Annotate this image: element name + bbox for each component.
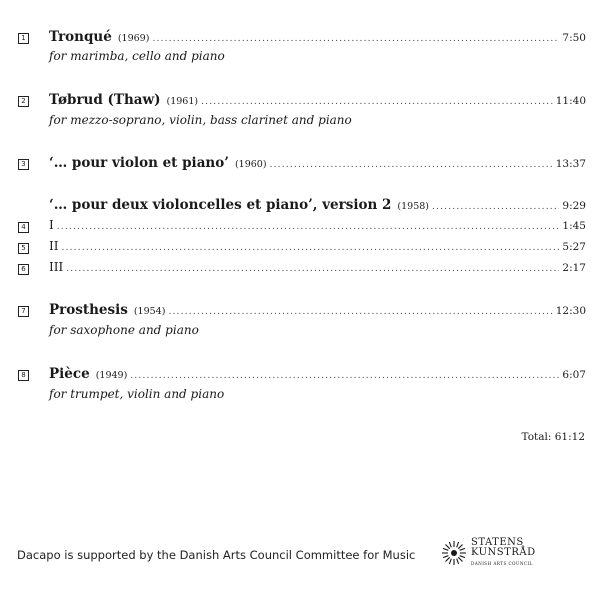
total-duration: Total: 61:12: [521, 431, 585, 443]
track-4: [18, 218, 586, 238]
track-title: ‘… pour violon et piano’: [49, 155, 229, 171]
track-7: [18, 302, 586, 322]
movement-title: II: [49, 239, 59, 253]
leader-dots: [201, 97, 553, 107]
track-title: Tronqué: [49, 29, 112, 45]
track-6: [18, 260, 586, 280]
track-duration: 1:45: [562, 220, 586, 232]
track-subtitle: for marimba, cello and piano: [49, 49, 225, 63]
track-year: (1949): [95, 370, 128, 381]
track-subtitle: for trumpet, violin and piano: [49, 387, 225, 401]
track-year: (1969): [117, 33, 150, 44]
track-number: 2: [18, 96, 29, 107]
track-duration: 11:40: [555, 95, 586, 107]
track-number: 4: [18, 222, 29, 233]
logo-text: [471, 538, 536, 569]
leader-dots: [168, 307, 552, 317]
track-number: 7: [18, 306, 29, 317]
logo-line-statens: STATENS: [471, 536, 524, 548]
track-duration: 6:07: [562, 369, 586, 381]
track-number: 5: [18, 243, 29, 254]
track-1: [18, 29, 586, 49]
leader-dots: [432, 202, 559, 212]
work-year: (1958): [397, 201, 429, 212]
leader-dots: [152, 34, 559, 44]
work-header: [18, 197, 586, 217]
track-3: [18, 155, 586, 175]
logo-line-kunstrad: KUNSTRÅD: [471, 546, 536, 558]
movement-title: III: [49, 260, 64, 274]
statens-kunstrad-logo: [440, 538, 550, 568]
track-number: 6: [18, 264, 29, 275]
sunburst-icon: [440, 539, 468, 567]
track-year: (1954): [133, 306, 166, 317]
movement-title: I: [49, 218, 54, 232]
leader-dots: [57, 222, 560, 232]
logo-line-council: DANISH ARTS COUNCIL: [471, 560, 533, 566]
track-duration: 12:30: [555, 305, 586, 317]
track-year: (1961): [166, 96, 199, 107]
track-title: Prosthesis: [49, 302, 128, 318]
track-duration: 13:37: [555, 158, 586, 170]
work-title: ‘… pour deux violoncelles et piano’, version 2: [49, 197, 392, 213]
track-duration: 5:27: [562, 241, 586, 253]
track-duration: 2:17: [562, 262, 586, 274]
support-text: Dacapo is supported by the Danish Arts Council Committee for Music: [17, 548, 416, 562]
track-5: [18, 239, 586, 259]
leader-dots: [61, 243, 559, 253]
track-title: Pièce: [49, 366, 90, 382]
track-number: 1: [18, 33, 29, 44]
track-number: 8: [18, 370, 29, 381]
leader-dots: [66, 264, 559, 274]
track-subtitle: for saxophone and piano: [49, 323, 199, 337]
track-8: [18, 366, 586, 386]
track-2: [18, 92, 586, 112]
track-year: (1960): [234, 159, 267, 170]
track-number: 3: [18, 159, 29, 170]
leader-dots: [130, 371, 559, 381]
work-duration: 9:29: [562, 200, 586, 212]
track-duration: 7:50: [562, 32, 586, 44]
leader-dots: [270, 160, 553, 170]
track-subtitle: for mezzo-soprano, violin, bass clarinet and piano: [49, 113, 352, 127]
track-title: Tøbrud (Thaw): [49, 92, 161, 108]
